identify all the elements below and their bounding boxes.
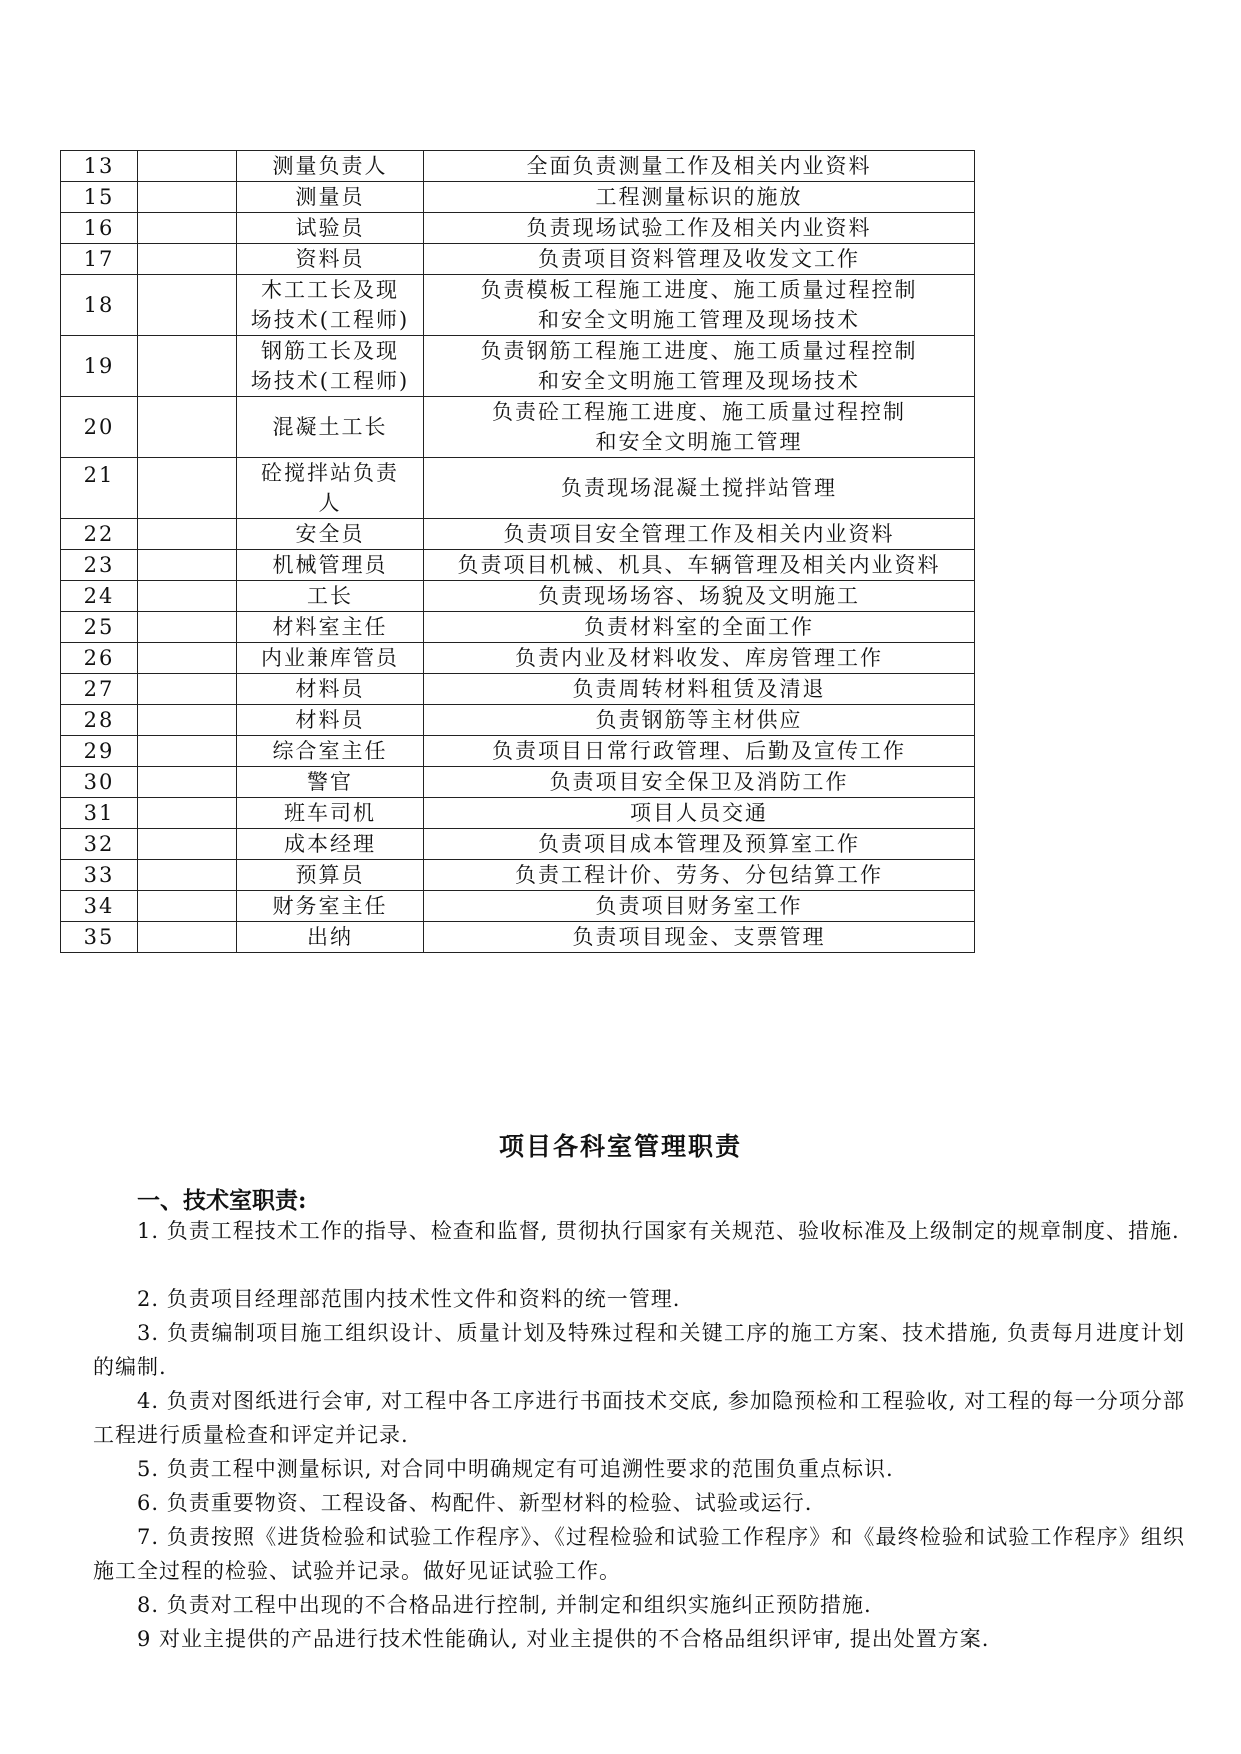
row-duty: 项目人员交通 [424, 798, 975, 829]
row-position: 试验员 [237, 213, 424, 244]
row-duty: 负责现场试验工作及相关内业资料 [424, 213, 975, 244]
table-row [61, 336, 975, 397]
row-number: 18 [61, 275, 138, 336]
row-number: 27 [61, 674, 138, 705]
row-number: 13 [61, 151, 138, 182]
row-name-blank [138, 275, 237, 336]
row-position: 材料员 [237, 705, 424, 736]
row-number: 20 [61, 397, 138, 458]
row-duty: 负责项目日常行政管理、后勤及宣传工作 [424, 736, 975, 767]
table-row [61, 244, 975, 275]
table-row [61, 674, 975, 705]
row-position: 警官 [237, 767, 424, 798]
row-position: 机械管理员 [237, 550, 424, 581]
row-number: 31 [61, 798, 138, 829]
row-duty: 负责钢筋工程施工进度、施工质量过程控制 和安全文明施工管理及现场技术 [424, 336, 975, 397]
duty-table [60, 150, 975, 953]
row-position: 资料员 [237, 244, 424, 275]
duty-item-3: 3. 负责编制项目施工组织设计、质量计划及特殊过程和关键工序的施工方案、技术措施, 负责每月进度计划的编制. [93, 1321, 1185, 1379]
section-title: 项目各科室管理职责 [498, 1132, 742, 1161]
table-row [61, 550, 975, 581]
table-row [61, 519, 975, 550]
row-position: 混凝土工长 [237, 397, 424, 458]
row-duty: 负责钢筋等主材供应 [424, 705, 975, 736]
duty-item-5: 5. 负责工程中测量标识, 对合同中明确规定有可追溯性要求的范围负重点标识. [137, 1457, 894, 1481]
row-duty: 负责项目财务室工作 [424, 891, 975, 922]
row-name-blank [138, 643, 237, 674]
row-name-blank [138, 336, 237, 397]
row-name-blank [138, 860, 237, 891]
row-duty: 负责项目机械、机具、车辆管理及相关内业资料 [424, 550, 975, 581]
row-position: 预算员 [237, 860, 424, 891]
row-position: 综合室主任 [237, 736, 424, 767]
row-number: 34 [61, 891, 138, 922]
row-position: 财务室主任 [237, 891, 424, 922]
table-row [61, 829, 975, 860]
table-row [61, 705, 975, 736]
table-row [61, 151, 975, 182]
row-position: 内业兼库管员 [237, 643, 424, 674]
row-position: 出纳 [237, 922, 424, 953]
row-name-blank [138, 767, 237, 798]
row-position: 木工工长及现 场技术(工程师) [237, 275, 424, 336]
row-number: 22 [61, 519, 138, 550]
row-duty: 负责项目成本管理及预算室工作 [424, 829, 975, 860]
row-position: 班车司机 [237, 798, 424, 829]
row-name-blank [138, 798, 237, 829]
row-name-blank [138, 213, 237, 244]
row-number: 28 [61, 705, 138, 736]
table-row [61, 798, 975, 829]
row-position: 材料员 [237, 674, 424, 705]
row-duty: 负责现场混凝土搅拌站管理 [424, 458, 975, 519]
duty-item-9: 9 对业主提供的产品进行技术性能确认, 对业主提供的不合格品组织评审, 提出处置方案. [137, 1627, 990, 1651]
row-duty: 全面负责测量工作及相关内业资料 [424, 151, 975, 182]
row-name-blank [138, 397, 237, 458]
row-duty: 负责项目现金、支票管理 [424, 922, 975, 953]
row-number: 15 [61, 182, 138, 213]
row-name-blank [138, 705, 237, 736]
table-row [61, 736, 975, 767]
row-number: 24 [61, 581, 138, 612]
row-name-blank [138, 581, 237, 612]
row-duty: 负责项目安全管理工作及相关内业资料 [424, 519, 975, 550]
row-duty: 负责项目资料管理及收发文工作 [424, 244, 975, 275]
row-number: 19 [61, 336, 138, 397]
row-duty: 负责模板工程施工进度、施工质量过程控制 和安全文明施工管理及现场技术 [424, 275, 975, 336]
duty-item-4: 4. 负责对图纸进行会审, 对工程中各工序进行书面技术交底, 参加隐预检和工程验收, 对工程的每一分项分部工程进行质量检查和评定并记录. [93, 1389, 1185, 1447]
row-name-blank [138, 674, 237, 705]
row-name-blank [138, 612, 237, 643]
table-row [61, 860, 975, 891]
row-number: 21 [61, 458, 138, 519]
row-position: 成本经理 [237, 829, 424, 860]
duty-item-2: 2. 负责项目经理部范围内技术性文件和资料的统一管理. [137, 1287, 681, 1311]
row-number: 33 [61, 860, 138, 891]
row-name-blank [138, 244, 237, 275]
row-position: 工长 [237, 581, 424, 612]
row-duty: 负责项目安全保卫及消防工作 [424, 767, 975, 798]
row-name-blank [138, 151, 237, 182]
row-position: 测量员 [237, 182, 424, 213]
row-name-blank [138, 922, 237, 953]
row-duty: 负责现场场容、场貌及文明施工 [424, 581, 975, 612]
table-row [61, 182, 975, 213]
row-number: 29 [61, 736, 138, 767]
row-duty: 负责工程计价、劳务、分包结算工作 [424, 860, 975, 891]
row-name-blank [138, 736, 237, 767]
row-name-blank [138, 519, 237, 550]
row-name-blank [138, 829, 237, 860]
row-number: 35 [61, 922, 138, 953]
row-position: 安全员 [237, 519, 424, 550]
row-number: 30 [61, 767, 138, 798]
table-row [61, 612, 975, 643]
row-duty: 负责材料室的全面工作 [424, 612, 975, 643]
section-subtitle: 一、技术室职责: [137, 1187, 307, 1214]
duty-item-8: 8. 负责对工程中出现的不合格品进行控制, 并制定和组织实施纠正预防措施. [137, 1593, 872, 1617]
table-row [61, 922, 975, 953]
row-position: 测量负责人 [237, 151, 424, 182]
row-duty: 负责砼工程施工进度、施工质量过程控制 和安全文明施工管理 [424, 397, 975, 458]
table-row [61, 397, 975, 458]
row-number: 32 [61, 829, 138, 860]
row-name-blank [138, 891, 237, 922]
row-number: 25 [61, 612, 138, 643]
duty-item-6: 6. 负责重要物资、工程设备、构配件、新型材料的检验、试验或运行. [137, 1491, 813, 1515]
row-number: 17 [61, 244, 138, 275]
row-name-blank [138, 182, 237, 213]
table-row [61, 767, 975, 798]
table-row [61, 275, 975, 336]
row-position: 钢筋工长及现 场技术(工程师) [237, 336, 424, 397]
row-position: 砼搅拌站负责 人 [237, 458, 424, 519]
table-row [61, 213, 975, 244]
table-row [61, 458, 975, 519]
row-number: 23 [61, 550, 138, 581]
duty-item-7: 7. 负责按照《进货检验和试验工作程序》、《过程检验和试验工作程序》和《最终检验和试验工作程序》组织施工全过程的检验、试验并记录。做好见证试验工作。 [93, 1525, 1185, 1583]
row-duty: 负责周转材料租赁及清退 [424, 674, 975, 705]
row-duty: 负责内业及材料收发、库房管理工作 [424, 643, 975, 674]
row-name-blank [138, 550, 237, 581]
table-row [61, 891, 975, 922]
row-number: 16 [61, 213, 138, 244]
row-duty: 工程测量标识的施放 [424, 182, 975, 213]
table-row [61, 643, 975, 674]
table-row [61, 581, 975, 612]
duty-item-1: 1. 负责工程技术工作的指导、检查和监督, 贯彻执行国家有关规范、验收标准及上级制定的规章制度、措施. [137, 1219, 1180, 1243]
row-number: 26 [61, 643, 138, 674]
row-name-blank [138, 458, 237, 519]
row-position: 材料室主任 [237, 612, 424, 643]
